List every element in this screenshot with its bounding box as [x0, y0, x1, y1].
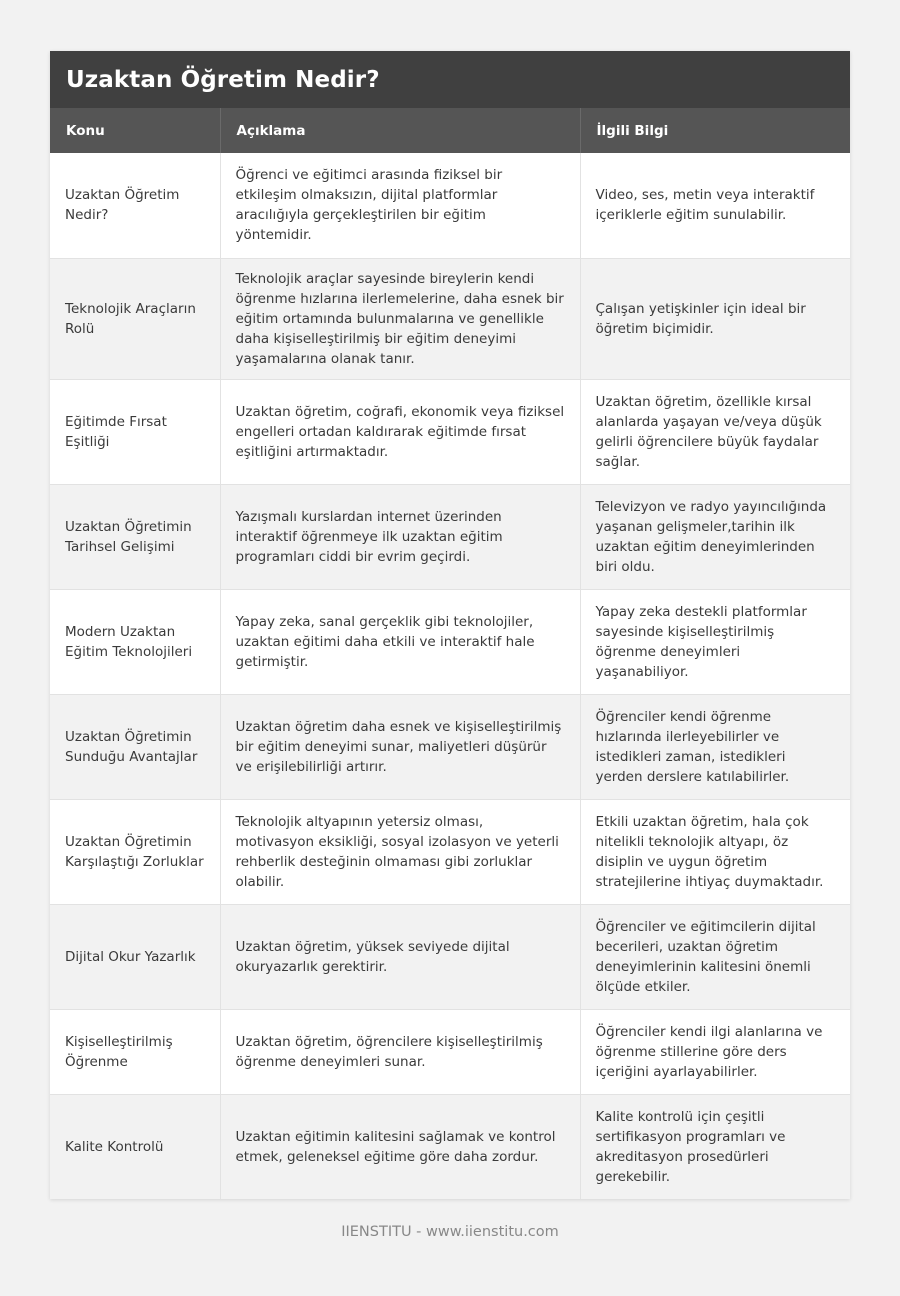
cell-konu: Uzaktan Öğretimin Tarihsel Gelişimi [50, 484, 220, 589]
cell-konu: Teknolojik Araçların Rolü [50, 258, 220, 379]
table-row [50, 153, 850, 258]
column-header-ilgili-bilgi: İlgili Bilgi [580, 108, 850, 153]
cell-ilgili-bilgi: Televizyon ve radyo yayıncılığında yaşanan gelişmeler,tarihin ilk uzaktan eğitim deneyimlerinden biri oldu. [580, 484, 850, 589]
table-row [50, 694, 850, 799]
table-row [50, 1009, 850, 1094]
cell-konu: Uzaktan Öğretim Nedir? [50, 153, 220, 258]
cell-konu: Uzaktan Öğretimin Karşılaştığı Zorluklar [50, 799, 220, 904]
info-table [50, 108, 850, 1199]
cell-konu: Uzaktan Öğretimin Sunduğu Avantajlar [50, 694, 220, 799]
cell-ilgili-bilgi: Etkili uzaktan öğretim, hala çok nitelikli teknolojik altyapı, öz disiplin ve uygun öğretim stratejilerine ihtiyaç duymaktadır. [580, 799, 850, 904]
table-row [50, 904, 850, 1009]
cell-ilgili-bilgi: Öğrenciler kendi öğrenme hızlarında ilerleyebilirler ve istedikleri zaman, istedikleri yerden derslere katılabilirler. [580, 694, 850, 799]
table-row [50, 379, 850, 484]
cell-konu: Kişiselleştirilmiş Öğrenme [50, 1009, 220, 1094]
cell-konu: Eğitimde Fırsat Eşitliği [50, 379, 220, 484]
cell-aciklama: Uzaktan öğretim daha esnek ve kişiselleştirilmiş bir eğitim deneyimi sunar, maliyetleri düşürür ve erişilebilirliği artırır. [220, 694, 580, 799]
cell-aciklama: Uzaktan öğretim, coğrafi, ekonomik veya fiziksel engelleri ortadan kaldırarak eğitimde fırsat eşitliğini artırmaktadır. [220, 379, 580, 484]
cell-aciklama: Teknolojik altyapının yetersiz olması, motivasyon eksikliği, sosyal izolasyon ve yeterli rehberlik desteğinin olmaması gibi zorluklar olabilir. [220, 799, 580, 904]
table-row [50, 799, 850, 904]
cell-konu: Modern Uzaktan Eğitim Teknolojileri [50, 589, 220, 694]
cell-ilgili-bilgi: Çalışan yetişkinler için ideal bir öğretim biçimidir. [580, 258, 850, 379]
cell-ilgili-bilgi: Uzaktan öğretim, özellikle kırsal alanlarda yaşayan ve/veya düşük gelirli öğrencilere büyük faydalar sağlar. [580, 379, 850, 484]
table-row [50, 484, 850, 589]
table-card [50, 51, 850, 1199]
cell-ilgili-bilgi: Öğrenciler ve eğitimcilerin dijital becerileri, uzaktan öğretim deneyimlerinin kalitesini önemli ölçüde etkiler. [580, 904, 850, 1009]
cell-aciklama: Teknolojik araçlar sayesinde bireylerin kendi öğrenme hızlarına ilerlemelerine, daha esnek bir eğitim ortamında bulunmalarına ve genellikle daha kişiselleştirilmiş bir eğitim deneyimi yaşamalarına olanak tanır. [220, 258, 580, 379]
footer-credit: IIENSTITU - www.iienstitu.com [341, 1224, 559, 1240]
table-row [50, 589, 850, 694]
cell-aciklama: Öğrenci ve eğitimci arasında fiziksel bir etkileşim olmaksızın, dijital platformlar aracılığıyla gerçekleştirilen bir eğitim yöntemidir. [220, 153, 580, 258]
cell-aciklama: Uzaktan eğitimin kalitesini sağlamak ve kontrol etmek, geleneksel eğitime göre daha zordur. [220, 1094, 580, 1199]
table-header-row [50, 108, 850, 153]
table-row [50, 1094, 850, 1199]
cell-ilgili-bilgi: Kalite kontrolü için çeşitli sertifikasyon programları ve akreditasyon prosedürleri gerekebilir. [580, 1094, 850, 1199]
column-header-konu: Konu [50, 108, 220, 153]
cell-ilgili-bilgi: Öğrenciler kendi ilgi alanlarına ve öğrenme stillerine göre ders içeriğini ayarlayabilirler. [580, 1009, 850, 1094]
table-row [50, 258, 850, 379]
cell-konu: Kalite Kontrolü [50, 1094, 220, 1199]
cell-aciklama: Yapay zeka, sanal gerçeklik gibi teknolojiler, uzaktan eğitimi daha etkili ve interaktif hale getirmiştir. [220, 589, 580, 694]
title-bar [50, 51, 850, 108]
cell-aciklama: Uzaktan öğretim, öğrencilere kişiselleştirilmiş öğrenme deneyimleri sunar. [220, 1009, 580, 1094]
cell-aciklama: Uzaktan öğretim, yüksek seviyede dijital okuryazarlık gerektirir. [220, 904, 580, 1009]
cell-konu: Dijital Okur Yazarlık [50, 904, 220, 1009]
cell-aciklama: Yazışmalı kurslardan internet üzerinden interaktif öğrenmeye ilk uzaktan eğitim programları ciddi bir evrim geçirdi. [220, 484, 580, 589]
page-title: Uzaktan Öğretim Nedir? [66, 66, 380, 93]
cell-ilgili-bilgi: Video, ses, metin veya interaktif içeriklerle eğitim sunulabilir. [580, 153, 850, 258]
cell-ilgili-bilgi: Yapay zeka destekli platformlar sayesinde kişiselleştirilmiş öğrenme deneyimleri yaşanabiliyor. [580, 589, 850, 694]
column-header-aciklama: Açıklama [220, 108, 580, 153]
